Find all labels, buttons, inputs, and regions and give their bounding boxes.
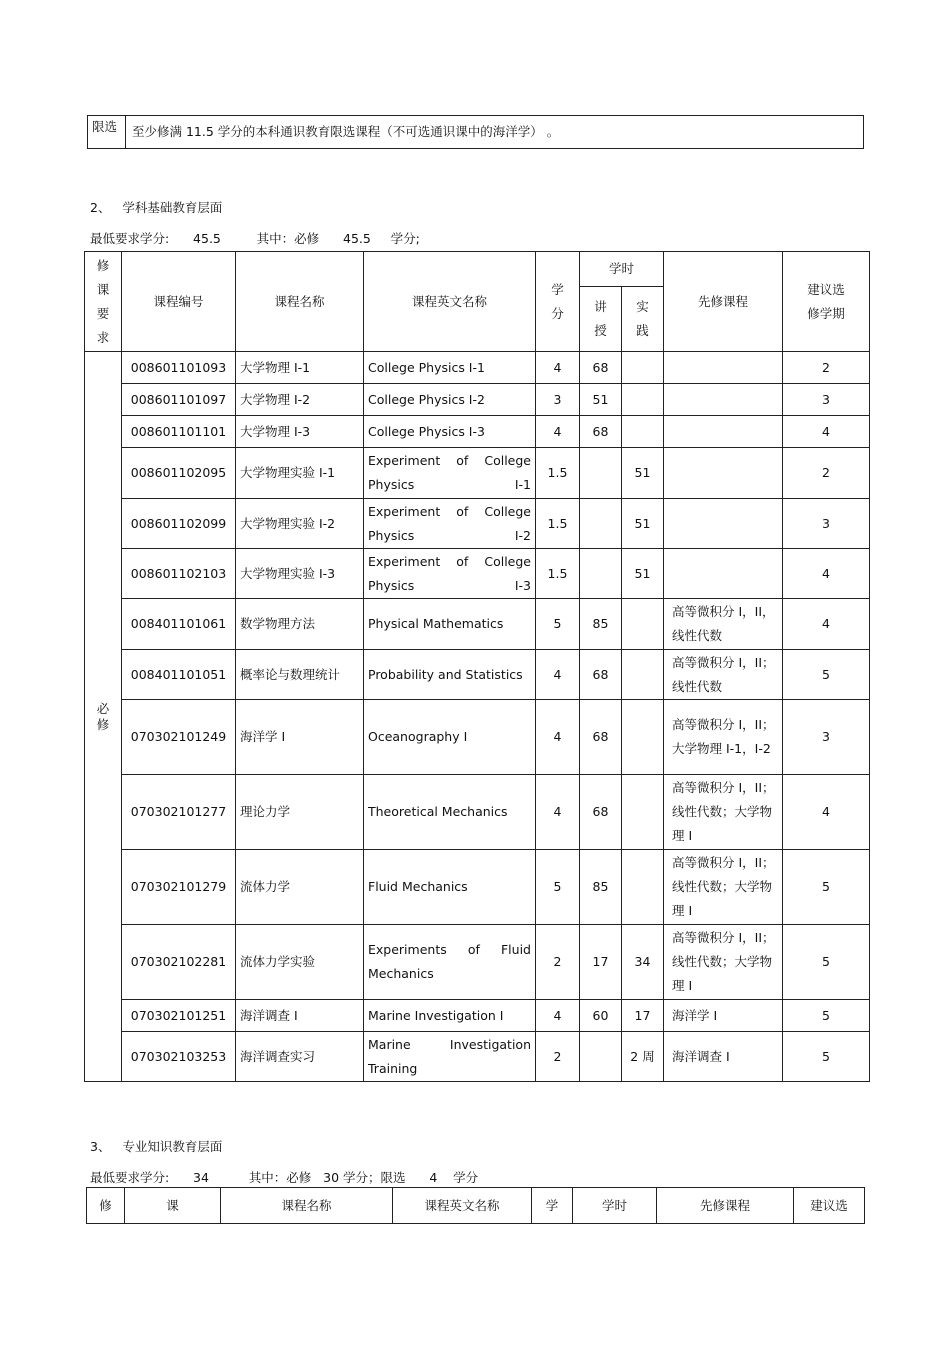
course-english-name: College Physics I-2 — [364, 384, 536, 416]
course-practice-hours: 17 — [622, 1000, 664, 1032]
section3-requirement: 最低要求学分: 34 其中：必修 30 学分；限选 4 学分 — [90, 1170, 479, 1185]
course-code: 008401101061 — [122, 599, 236, 650]
major-table — [86, 1187, 865, 1224]
course-prerequisite: 高等微积分 I，II；线性代数；大学物理 I — [664, 850, 783, 925]
table-row — [85, 599, 870, 650]
course-name: 流体力学 — [236, 850, 364, 925]
course-practice-hours — [622, 599, 664, 650]
course-credit: 4 — [536, 1000, 580, 1032]
course-credit: 1.5 — [536, 499, 580, 549]
course-name: 大学物理实验 I-1 — [236, 448, 364, 499]
course-name: 海洋学 I — [236, 700, 364, 775]
course-lecture-hours: 68 — [580, 650, 622, 700]
course-lecture-hours: 51 — [580, 384, 622, 416]
table-row — [85, 549, 870, 599]
course-practice-hours: 34 — [622, 925, 664, 1000]
table-row — [85, 650, 870, 700]
course-prerequisite — [664, 384, 783, 416]
course-term: 3 — [783, 700, 870, 775]
course-lecture-hours — [580, 1032, 622, 1082]
course-prerequisite — [664, 448, 783, 499]
header-lecture: 讲 授 — [580, 287, 622, 352]
course-prerequisite: 高等微积分 I，II，线性代数 — [664, 599, 783, 650]
course-term: 5 — [783, 650, 870, 700]
course-name: 大学物理实验 I-2 — [236, 499, 364, 549]
major-header-6: 先修课程 — [657, 1188, 794, 1224]
course-term: 3 — [783, 499, 870, 549]
course-credit: 4 — [536, 352, 580, 384]
course-lecture-hours — [580, 448, 622, 499]
elective-text: 至少修满 11.5 学分的本科通识教育限选课程（不可选通识课中的海洋学） 。 — [126, 116, 864, 149]
course-code: 008601101101 — [122, 416, 236, 448]
course-english-name: Marine Investigation Training — [364, 1032, 536, 1082]
course-credit: 1.5 — [536, 448, 580, 499]
course-practice-hours: 51 — [622, 549, 664, 599]
course-code: 008601102095 — [122, 448, 236, 499]
major-header-5: 学时 — [573, 1188, 657, 1224]
table-row — [85, 416, 870, 448]
major-header-7: 建议选 — [794, 1188, 865, 1224]
major-header-2: 课程名称 — [221, 1188, 393, 1224]
section2-heading: 2、 学科基础教育层面 — [90, 200, 223, 215]
header-term: 建议选 修学期 — [783, 252, 870, 352]
course-english-name: Experiment of College Physics I-2 — [364, 499, 536, 549]
major-header-0: 修 — [87, 1188, 125, 1224]
course-practice-hours — [622, 650, 664, 700]
course-code: 070302101249 — [122, 700, 236, 775]
major-header-1: 课 — [125, 1188, 221, 1224]
course-credit: 4 — [536, 775, 580, 850]
course-practice-hours — [622, 416, 664, 448]
course-credit: 4 — [536, 700, 580, 775]
course-table — [84, 251, 870, 1082]
header-category: 修 课 要 求 — [85, 252, 122, 352]
course-lecture-hours: 60 — [580, 1000, 622, 1032]
course-practice-hours — [622, 384, 664, 416]
course-term: 4 — [783, 549, 870, 599]
major-header-4: 学 — [532, 1188, 573, 1224]
course-credit: 5 — [536, 599, 580, 650]
header-hours: 学时 — [580, 252, 664, 287]
table-row — [85, 499, 870, 549]
course-prerequisite: 高等微积分 I，II；大学物理 I-1，I-2 — [664, 700, 783, 775]
section3-heading: 3、 专业知识教育层面 — [90, 1139, 223, 1154]
course-english-name: College Physics I-3 — [364, 416, 536, 448]
course-lecture-hours: 17 — [580, 925, 622, 1000]
course-english-name: Physical Mathematics — [364, 599, 536, 650]
table-row — [85, 850, 870, 925]
course-code: 008601101093 — [122, 352, 236, 384]
course-name: 海洋调查实习 — [236, 1032, 364, 1082]
course-english-name: Marine Investigation I — [364, 1000, 536, 1032]
course-credit: 1.5 — [536, 549, 580, 599]
course-code: 008601102103 — [122, 549, 236, 599]
course-lecture-hours: 68 — [580, 416, 622, 448]
course-code: 008601101097 — [122, 384, 236, 416]
course-practice-hours — [622, 775, 664, 850]
course-credit: 4 — [536, 650, 580, 700]
course-prerequisite: 高等微积分 I，II；线性代数；大学物理 I — [664, 775, 783, 850]
table-row — [85, 352, 870, 384]
course-prerequisite — [664, 499, 783, 549]
course-term: 5 — [783, 850, 870, 925]
course-term: 4 — [783, 599, 870, 650]
course-english-name: Experiment of College Physics I-1 — [364, 448, 536, 499]
course-practice-hours: 51 — [622, 499, 664, 549]
course-practice-hours: 2 周 — [622, 1032, 664, 1082]
course-lecture-hours — [580, 499, 622, 549]
course-english-name: Probability and Statistics — [364, 650, 536, 700]
course-credit: 2 — [536, 925, 580, 1000]
table-row — [85, 384, 870, 416]
course-term: 5 — [783, 1000, 870, 1032]
course-english-name: Oceanography I — [364, 700, 536, 775]
course-practice-hours — [622, 850, 664, 925]
category-required: 必 修 — [85, 352, 122, 1082]
elective-table — [87, 115, 864, 149]
course-name: 概率论与数理统计 — [236, 650, 364, 700]
course-english-name: Fluid Mechanics — [364, 850, 536, 925]
course-practice-hours — [622, 352, 664, 384]
header-code: 课程编号 — [122, 252, 236, 352]
course-english-name: Experiments of Fluid Mechanics — [364, 925, 536, 1000]
course-practice-hours: 51 — [622, 448, 664, 499]
course-name: 大学物理 I-1 — [236, 352, 364, 384]
course-credit: 5 — [536, 850, 580, 925]
course-term: 5 — [783, 1032, 870, 1082]
course-lecture-hours: 68 — [580, 352, 622, 384]
course-name: 大学物理 I-3 — [236, 416, 364, 448]
table-row — [85, 925, 870, 1000]
course-term: 2 — [783, 352, 870, 384]
table-row — [85, 1032, 870, 1082]
course-prerequisite — [664, 549, 783, 599]
section2-requirement: 最低要求学分: 45.5 其中：必修 45.5 学分; — [90, 231, 420, 246]
table-row — [85, 700, 870, 775]
course-lecture-hours — [580, 549, 622, 599]
course-lecture-hours: 68 — [580, 700, 622, 775]
course-lecture-hours: 85 — [580, 599, 622, 650]
course-code: 008601102099 — [122, 499, 236, 549]
course-lecture-hours: 85 — [580, 850, 622, 925]
header-practice: 实 践 — [622, 287, 664, 352]
course-english-name: Theoretical Mechanics — [364, 775, 536, 850]
course-english-name: College Physics I-1 — [364, 352, 536, 384]
course-credit: 2 — [536, 1032, 580, 1082]
course-prerequisite — [664, 416, 783, 448]
course-prerequisite: 海洋调查 I — [664, 1032, 783, 1082]
course-name: 海洋调查 I — [236, 1000, 364, 1032]
course-term: 4 — [783, 416, 870, 448]
course-code: 070302101277 — [122, 775, 236, 850]
course-prerequisite: 高等微积分 I，II；线性代数；大学物理 I — [664, 925, 783, 1000]
elective-label: 限选 — [88, 116, 126, 149]
course-name: 流体力学实验 — [236, 925, 364, 1000]
header-english: 课程英文名称 — [364, 252, 536, 352]
course-prerequisite: 高等微积分 I，II；线性代数 — [664, 650, 783, 700]
course-code: 070302102281 — [122, 925, 236, 1000]
course-code: 008401101051 — [122, 650, 236, 700]
table-row — [85, 1000, 870, 1032]
course-code: 070302101279 — [122, 850, 236, 925]
course-term: 4 — [783, 775, 870, 850]
course-code: 070302101251 — [122, 1000, 236, 1032]
course-lecture-hours: 68 — [580, 775, 622, 850]
major-header-3: 课程英文名称 — [393, 1188, 532, 1224]
table-row — [85, 775, 870, 850]
course-practice-hours — [622, 700, 664, 775]
course-name: 大学物理实验 I-3 — [236, 549, 364, 599]
course-code: 070302103253 — [122, 1032, 236, 1082]
course-credit: 3 — [536, 384, 580, 416]
header-name: 课程名称 — [236, 252, 364, 352]
course-prerequisite — [664, 352, 783, 384]
course-english-name: Experiment of College Physics I-3 — [364, 549, 536, 599]
course-term: 3 — [783, 384, 870, 416]
course-credit: 4 — [536, 416, 580, 448]
table-row — [85, 448, 870, 499]
course-name: 理论力学 — [236, 775, 364, 850]
course-term: 5 — [783, 925, 870, 1000]
course-prerequisite: 海洋学 I — [664, 1000, 783, 1032]
header-credit: 学 分 — [536, 252, 580, 352]
header-prereq: 先修课程 — [664, 252, 783, 352]
course-term: 2 — [783, 448, 870, 499]
course-name: 大学物理 I-2 — [236, 384, 364, 416]
course-name: 数学物理方法 — [236, 599, 364, 650]
